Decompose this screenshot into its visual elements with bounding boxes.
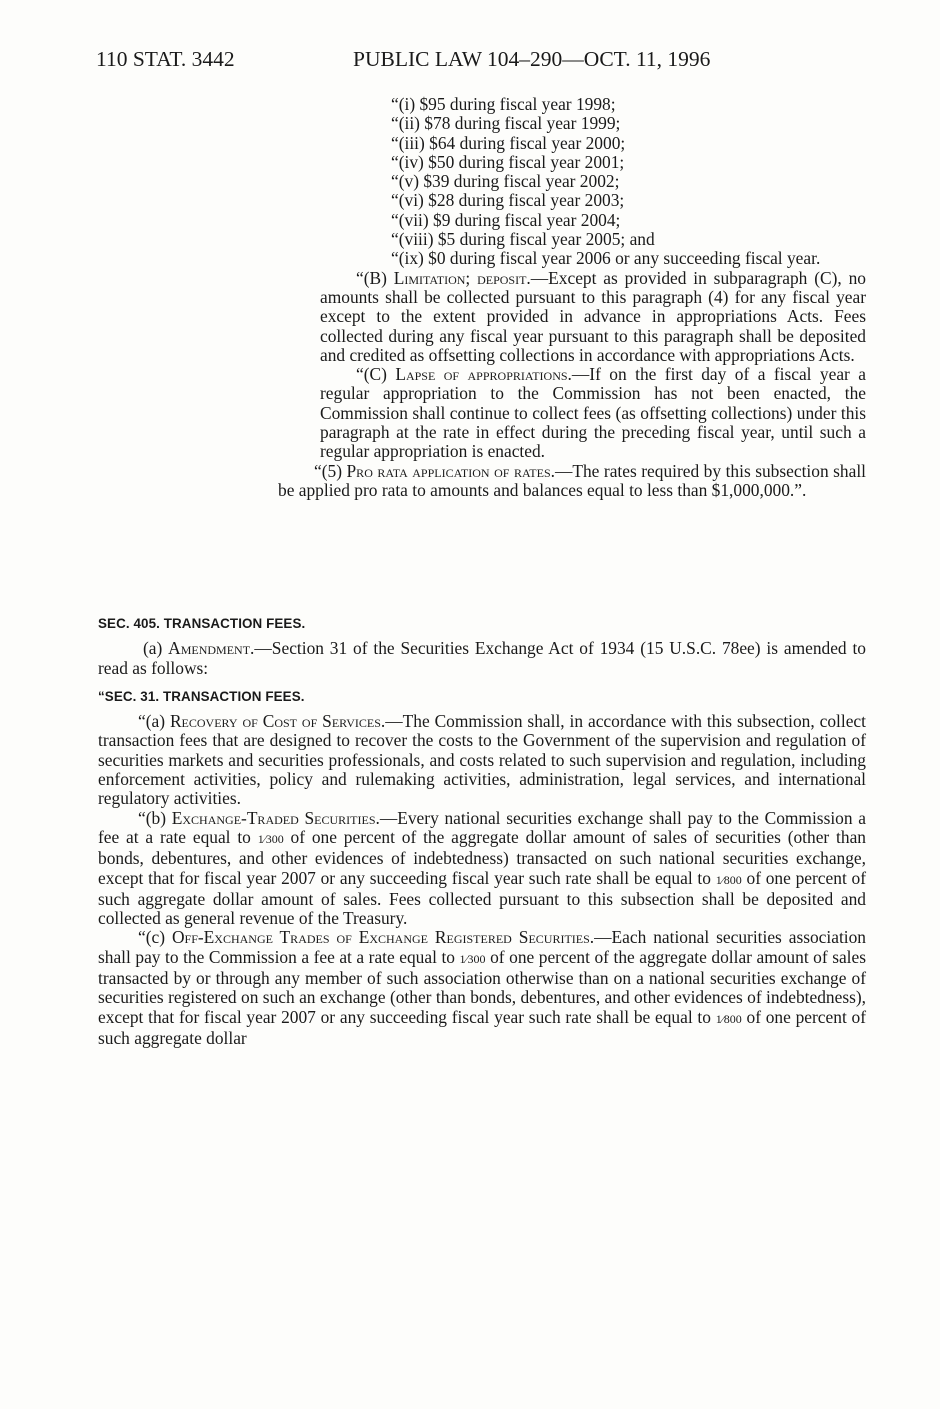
subsection-b <box>98 809 866 929</box>
paragraph-5-heading: Pro rata application of rates. <box>346 460 555 481</box>
paragraph-c-text: —If on the first day of a fiscal year a regular appropriation to the Commission has not been enacted, the Commission shall continue to collect fees (as offsetting collections) under this paragraph at the rate in effect during the preceding fiscal year, until such a regular appropriation is enacted. <box>320 364 866 462</box>
statute-citation: 110 STAT. 3442 <box>96 47 235 71</box>
schedule-item <box>268 249 866 268</box>
paragraph-c <box>268 365 866 461</box>
subsection-c-text: —Each national securities association shall pay to the Commission a fee at a rate equal to <box>98 927 867 967</box>
subsection-c-text: of one percent of such aggregate dollar <box>98 1006 867 1048</box>
fraction-one-three-hundredth: 1⁄300 <box>459 951 486 966</box>
schedule-item: “(vii) $9 during fiscal year 2004; <box>391 209 621 230</box>
page-header <box>96 47 864 73</box>
paragraph-b-heading: Limitation; deposit. <box>393 267 531 288</box>
public-law-heading: PUBLIC LAW 104–290—OCT. 11, 1996 <box>353 47 711 71</box>
document-body <box>268 95 866 500</box>
section-31-title: “SEC. 31. TRANSACTION FEES. <box>98 688 305 704</box>
paragraph-b-lead: “(B) <box>356 267 387 288</box>
subsection-a-text: —The Commission shall, in accordance with this subsection, collect transaction fees that are designed to recover the costs to the Government of the supervision and regulation of securities markets and securities professionals, and costs related to such supervision and regulation, including enforcement activities, policy and rulemaking activities, administration, legal services, and international regulatory activities. <box>98 711 866 809</box>
schedule-item: “(vi) $28 during fiscal year 2003; <box>391 190 625 211</box>
paragraph-5-text: —The rates required by this subsection shall be applied pro rata to amounts and balances equal to less than $1,000,000.”. <box>278 460 866 500</box>
subsection-a <box>98 712 866 808</box>
paragraph-5 <box>268 462 866 501</box>
paragraph-b-text: —Except as provided in subparagraph (C), no amounts shall be collected pursuant to this paragraph (4) for any fiscal year except to the extent provided in advance in appropriations Acts. Fees collected during any fiscal year pursuant to this paragraph shall be deposited and credited as offsetting collections in accordance with appropriations Acts. <box>320 267 866 365</box>
subsection-c-text: of one percent of the aggregate dollar amount of sales transacted by or through any member of such association otherwise than on a national securities exchange of securities registered on such an exchange (other than bonds, debentures, and other evidences of indebtedness), except that for fiscal year 2007 or any succeeding fiscal year such rate shall be equal to <box>98 946 867 1027</box>
section-405 <box>98 606 866 1048</box>
paragraph-5-lead: “(5) <box>314 460 342 481</box>
subsection-b-text: of one percent of the aggregate dollar amount of sales of securities (other than bonds, debentures, and other evidences of indebtedness) transacted on such national securities exchange, except that for fiscal year 2007 or any succeeding fiscal year such rate shall be equal to <box>98 826 866 888</box>
subsection-c-lead: “(c) <box>138 927 166 948</box>
subsection-b-lead: “(b) <box>138 807 166 828</box>
subsection-c-heading: Off-Exchange Trades of Exchange Registered Securities. <box>171 927 595 948</box>
subsection-a-heading: Recovery of Cost of Services. <box>169 711 386 732</box>
fraction-one-eight-hundredth: 1⁄800 <box>715 872 742 887</box>
subsection-c <box>98 928 866 1048</box>
paragraph-c-heading: Lapse of appropriations. <box>395 364 572 385</box>
schedule-item: “(i) $95 during fiscal year 1998; <box>391 94 616 114</box>
amendment-lead: (a) <box>143 638 163 659</box>
subsection-b-text: —Every national securities exchange shall pay to the Commission a fee at a rate equal to <box>98 807 866 847</box>
paragraph-b <box>268 269 866 365</box>
subsection-a-lead: “(a) <box>138 711 166 732</box>
amendment-paragraph <box>98 639 866 678</box>
subsection-b-text: of one percent of such aggregate dollar amount of sales. Fees collected pursuant to this subsection shall be deposited and collected as general revenue of the Treasury. <box>98 867 867 929</box>
fee-schedule-list <box>268 95 866 269</box>
section-405-title: SEC. 405. TRANSACTION FEES. <box>98 616 306 631</box>
amendment-text: —Section 31 of the Securities Exchange Act of 1934 (15 U.S.C. 78ee) is amended to read as follows: <box>98 638 866 678</box>
schedule-item: “(viii) $5 during fiscal year 2005; and <box>391 229 655 250</box>
paragraph-c-lead: “(C) <box>356 364 387 385</box>
schedule-item: “(v) $39 during fiscal year 2002; <box>391 171 620 192</box>
schedule-item: “(ii) $78 during fiscal year 1999; <box>391 113 621 134</box>
fraction-one-three-hundredth: 1⁄300 <box>257 831 284 846</box>
schedule-item: “(iv) $50 during fiscal year 2001; <box>391 151 625 172</box>
schedule-item-text: “(ix) $0 during fiscal year 2006 or any succeeding fiscal year. <box>391 248 821 269</box>
schedule-item: “(iii) $64 during fiscal year 2000; <box>391 132 626 153</box>
subsection-b-heading: Exchange-Traded Securities. <box>171 807 380 828</box>
fraction-one-eight-hundredth: 1⁄800 <box>715 1011 742 1026</box>
amendment-heading: Amendment. <box>168 638 255 659</box>
